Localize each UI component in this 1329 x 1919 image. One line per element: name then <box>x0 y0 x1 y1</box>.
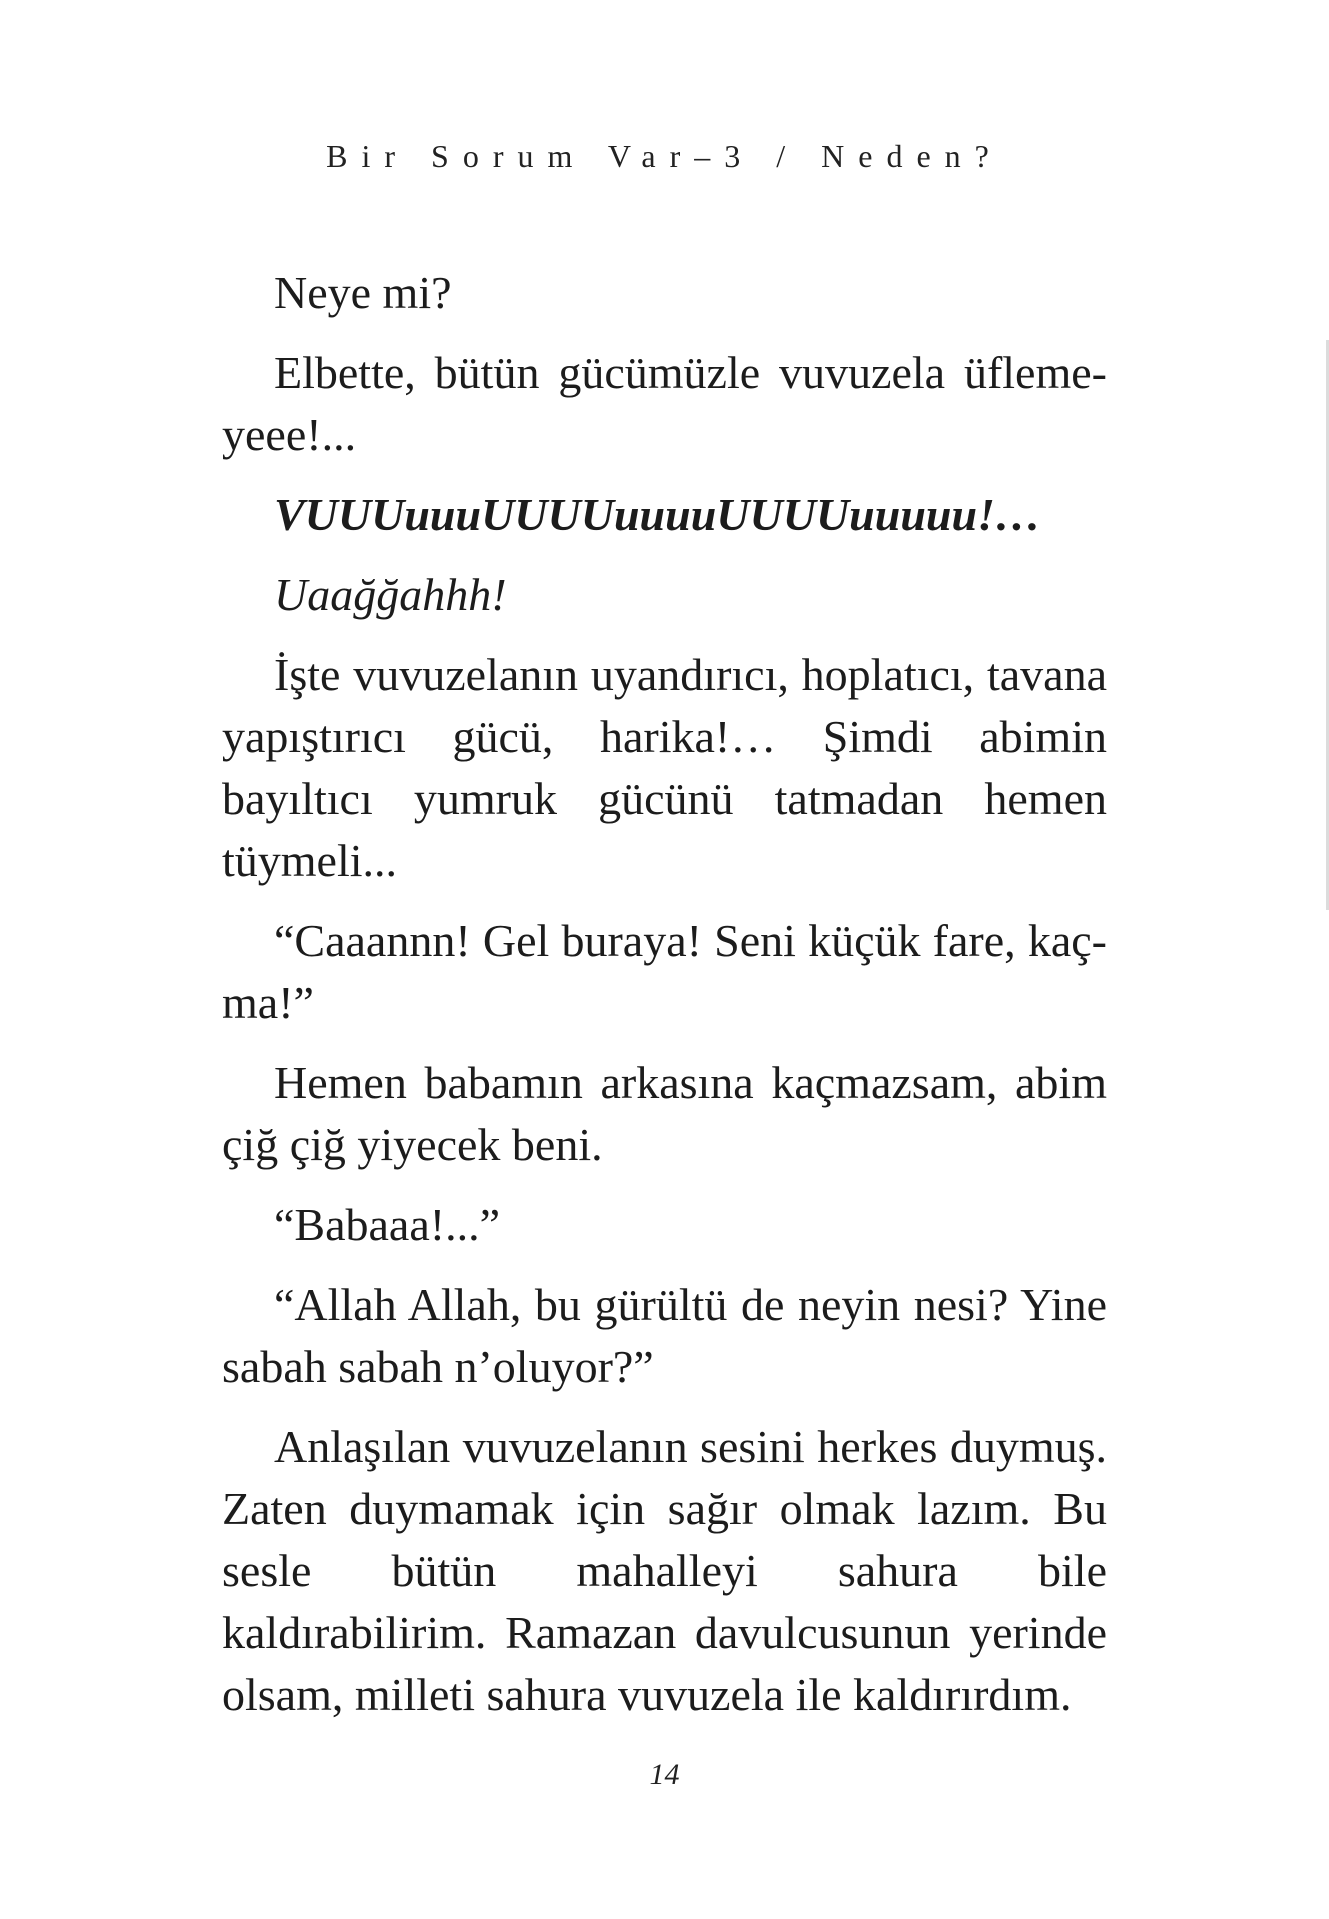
paragraph: “Allah Allah, bu gürültü de neyin nesi? Yine sabah sabah n’oluyor?” <box>222 1279 1107 1392</box>
running-head: Bir Sorum Var–3 / Neden? <box>326 138 1003 174</box>
paragraph: Neye mi? <box>274 267 452 318</box>
paragraph: “Babaaa!...” <box>274 1199 501 1250</box>
paragraph: Hemen babamın arkasına kaçmazsam, abim çiğ çiğ yiyecek beni. <box>222 1057 1107 1170</box>
body-text <box>222 262 1107 1744</box>
paragraph: İşte vuvuzelanın uyandırıcı, hoplatıcı, tavana yapıştırıcı gücü, harika!… Şimdi abimin bayıltıcı yumruk gücünü tatmadan hemen tüymeli... <box>222 649 1107 886</box>
paragraph: Anlaşılan vuvuzelanın sesini herkes duymuş. Zaten duymamak için sağır olmak lazım. Bu sesle bütün mahalleyi sahura bile kaldırabilirim. Ramazan davulcusunun yerinde olsam, milleti sahura vuvuzela ile kaldırırdım. <box>222 1421 1107 1720</box>
page-number: 14 <box>649 1758 680 1791</box>
paragraph-italic: Uaağğahhh! <box>274 569 507 620</box>
paragraph-emphasis: VUUUuuuUUUUuuuuUUUUuuuuu!… <box>274 489 1041 540</box>
paragraph: “Caaannn! Gel buraya! Seni küçük fare, kaç-ma!” <box>222 915 1107 1028</box>
paragraph: Elbette, bütün gücümüzle vuvuzela üfleme-yeee!... <box>222 347 1107 460</box>
